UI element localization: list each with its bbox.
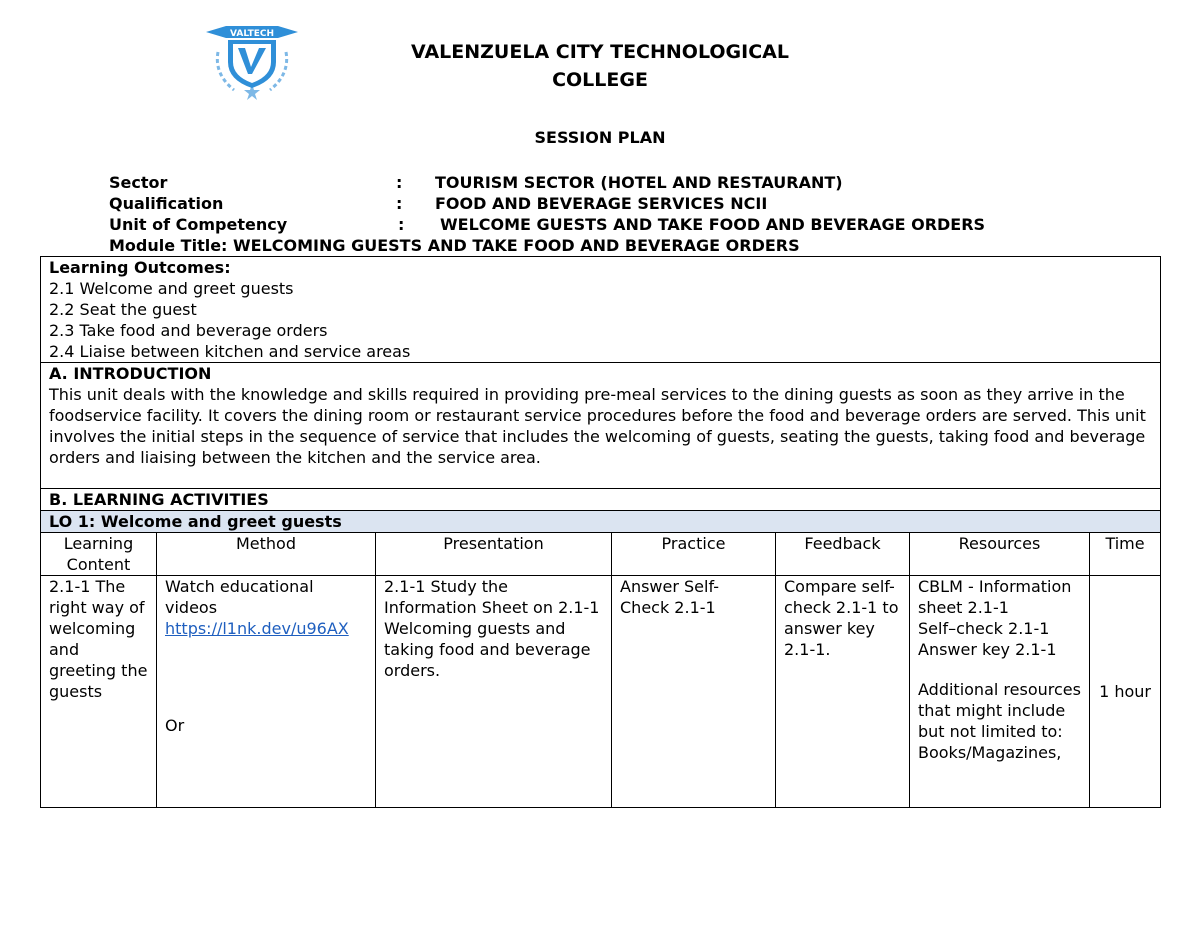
- resources-cell: [910, 576, 1090, 808]
- column-header: Presentation: [376, 533, 612, 576]
- learning-content-cell: 2.1-1 The right way of welcoming and greeting the guests: [41, 576, 157, 808]
- unit-label: Unit of Competency: [109, 215, 288, 234]
- presentation-step: 2.1-1 Study the Information Sheet on 2.1-1: [384, 577, 600, 617]
- qualification-colon: :: [396, 194, 403, 213]
- column-header: Feedback: [776, 533, 910, 576]
- presentation-topic: Welcoming guests and taking food and beverage orders.: [384, 619, 591, 680]
- qualification-row: [109, 193, 768, 214]
- learning-outcome-item: 2.2 Seat the guest: [49, 300, 197, 319]
- column-header: Practice: [612, 533, 776, 576]
- college-name-line1: VALENZUELA CITY TECHNOLOGICAL: [411, 41, 789, 63]
- column-header: Time: [1090, 533, 1161, 576]
- lo-title: LO 1: Welcome and greet guests: [41, 511, 1161, 533]
- session-plan-table: [40, 256, 1161, 808]
- sector-label: Sector: [109, 173, 168, 192]
- sector-value: TOURISM SECTOR (HOTEL AND RESTAURANT): [435, 173, 843, 192]
- method-or: Or: [165, 716, 185, 735]
- qualification-label: Qualification: [109, 194, 224, 213]
- introduction-cell: [41, 363, 1161, 489]
- college-name: [340, 38, 860, 94]
- sector-row: [109, 172, 843, 193]
- column-header: Resources: [910, 533, 1090, 576]
- resource-item: Self–check 2.1-1: [918, 619, 1050, 638]
- learning-outcomes-cell: [41, 257, 1161, 363]
- logo-text: VALTECH: [230, 29, 274, 39]
- learning-activities-title: B. LEARNING ACTIVITIES: [41, 489, 1161, 511]
- resource-item: Additional resources that might include but not limited to: Books/Magazines,: [918, 680, 1081, 762]
- column-header: Method: [157, 533, 376, 576]
- activity-row: [41, 576, 1161, 808]
- unit-colon: :: [398, 215, 405, 234]
- unit-row: [109, 214, 986, 235]
- learning-activities-row: [41, 489, 1161, 511]
- learning-outcome-item: 2.4 Liaise between kitchen and service areas: [49, 342, 411, 361]
- presentation-cell: [376, 576, 612, 808]
- qualification-value: FOOD AND BEVERAGE SERVICES NCII: [435, 194, 768, 213]
- college-logo: [204, 22, 300, 100]
- column-header: Learning Content: [41, 533, 157, 576]
- college-name-line2: COLLEGE: [552, 69, 648, 91]
- learning-outcome-item: 2.3 Take food and beverage orders: [49, 321, 328, 340]
- practice-cell: Answer Self-Check 2.1-1: [612, 576, 776, 808]
- unit-value: WELCOME GUESTS AND TAKE FOOD AND BEVERAGE ORDERS: [440, 215, 986, 234]
- resource-item: Answer key 2.1-1: [918, 640, 1057, 659]
- introduction-row: [41, 363, 1161, 489]
- learning-outcomes-row: [41, 257, 1161, 363]
- feedback-cell: Compare self-check 2.1-1 to answer key 2.1-1.: [776, 576, 910, 808]
- sector-colon: :: [396, 173, 403, 192]
- module-title: Module Title: WELCOMING GUESTS AND TAKE FOOD AND BEVERAGE ORDERS: [109, 236, 800, 255]
- time-cell: 1 hour: [1090, 576, 1161, 808]
- learning-outcome-item: 2.1 Welcome and greet guests: [49, 279, 294, 298]
- document-title: SESSION PLAN: [534, 128, 666, 147]
- method-text: Watch educational videos: [165, 577, 314, 617]
- introduction-title: A. INTRODUCTION: [49, 364, 212, 383]
- column-header-row: [41, 533, 1161, 576]
- video-link[interactable]: https://l1nk.dev/u96AX: [165, 619, 349, 638]
- learning-outcomes-title: Learning Outcomes:: [49, 258, 231, 277]
- method-cell: [157, 576, 376, 808]
- resource-item: CBLM - Information sheet 2.1-1: [918, 577, 1072, 617]
- introduction-text: This unit deals with the knowledge and skills required in providing pre-meal services to the dining guests as soon as they arrive in the foodservice facility. It covers the dining room or restaurant service procedures before the food and beverage orders are served. This unit involves the initial steps in the sequence of service that includes the welcoming of guests, seating the guests, taking food and beverage orders and liaising between the kitchen and the service area.: [49, 385, 1146, 467]
- lo-row: [41, 511, 1161, 533]
